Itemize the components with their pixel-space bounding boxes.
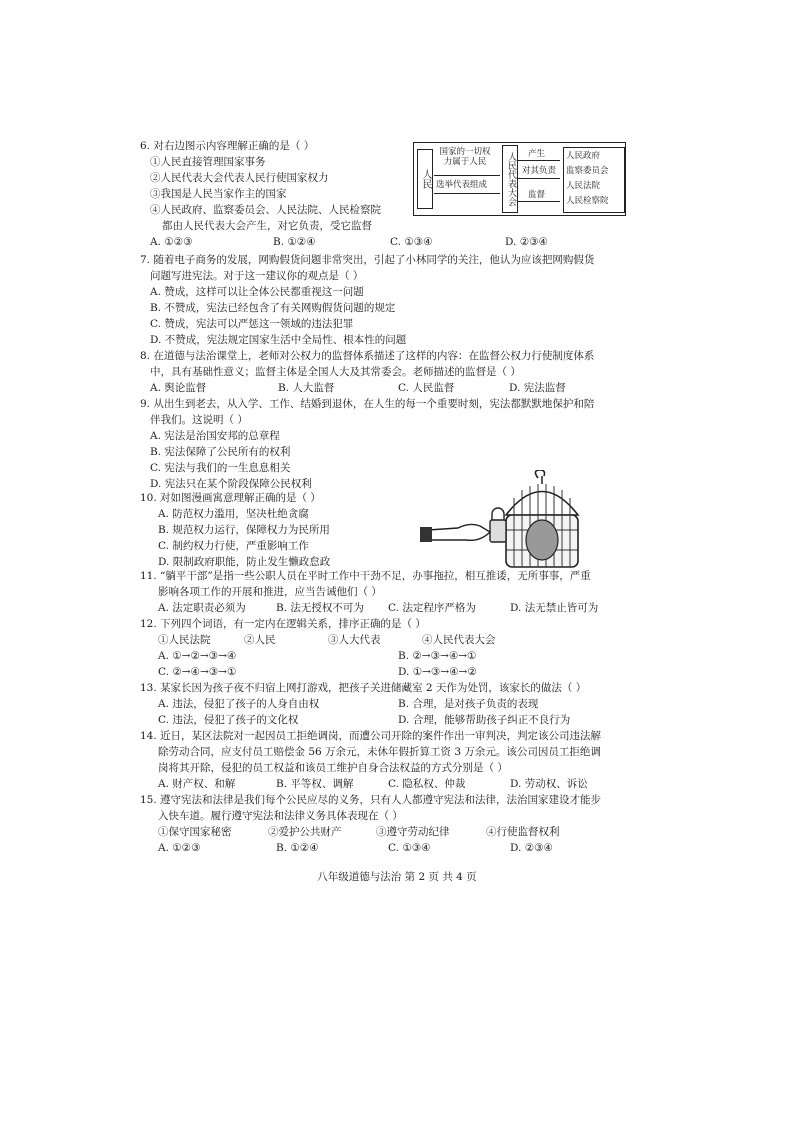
- q6-item-1: ①人民直接管理国家事务: [150, 156, 266, 168]
- diagram-supervise-arrow: [518, 201, 560, 202]
- q12-option-a: A. ①→②→③→④: [158, 650, 237, 662]
- q11-option-d: D. 法无禁止皆可为: [510, 602, 599, 614]
- q15-option-a: A. ①②③: [158, 842, 201, 854]
- diagram-arrow-bottom: [434, 193, 500, 194]
- q9-line-2: 伴我们。这说明（ ）: [150, 414, 248, 426]
- diagram-organ-4: 人民检察院: [566, 196, 609, 206]
- question-7: [140, 252, 594, 348]
- q8-options: [140, 380, 594, 396]
- q12-item-4: ④人民代表大会: [422, 634, 496, 646]
- q11-options: [140, 600, 598, 616]
- q10-option-c: C. 制约权力行使，严重影响工作: [158, 540, 309, 552]
- q10-option-d: D. 限制政府职能，防止发生懒政怠政: [158, 556, 331, 568]
- q15-item-3: ③遵守劳动纪律: [376, 826, 450, 838]
- q6-option-b: B. ①②④: [273, 236, 316, 248]
- q12-options-row-1: [140, 648, 638, 664]
- q8-option-c: C. 人民监督: [398, 382, 455, 394]
- question-11: [140, 568, 598, 616]
- q14-option-b: B. 平等权、调解: [276, 778, 354, 790]
- q14-line-1: 14. 近日，某区法院对一起因员工拒绝调岗，而遭公司开除的案件作出一审判决，判定该公司违法解: [140, 730, 602, 742]
- q6-item-4: ④人民政府、监察委员会、人民法院、人民检察院: [150, 204, 381, 216]
- q11-line-2: 影响各项工作的开展和推进，应当告诫他们（ ）: [158, 586, 382, 598]
- q12-stem: 12. 下列四个词语，有一定内在逻辑关系，排序正确的是（ ）: [140, 618, 426, 630]
- diagram-produce-text: 产生: [528, 149, 546, 159]
- q8-option-b: B. 人大监督: [278, 382, 335, 394]
- q13-option-b: B. 合理，是对孩子负责的表现: [398, 698, 539, 710]
- q14-line-2: 除劳动合同，应支付员工赔偿金 56 万余元，未休年假折算工资 3 万余元。该公司因员工拒绝调: [158, 746, 601, 758]
- q14-line-3: 岗将其开除，侵犯的员工权益和该员工维护自身合法权益的方式分别是（ ）: [158, 762, 508, 774]
- q10-stem: 10. 对如图漫画寓意理解正确的是（ ）: [140, 492, 321, 504]
- q8-option-d: D. 宪法监督: [509, 382, 566, 394]
- diagram-responsible-arrow: [518, 178, 560, 179]
- q11-option-a: A. 法定职责必须为: [158, 602, 246, 614]
- q13-options-row-2: [140, 712, 638, 728]
- q15-line-2: 入快车道。履行遵守宪法和法律义务具体表现在（ ）: [158, 810, 403, 822]
- q10-option-a: A. 防范权力滥用，坚决杜绝贪腐: [158, 508, 309, 520]
- q6-diagram: [413, 142, 626, 216]
- q15-option-b: B. ①②④: [276, 842, 319, 854]
- q9-option-c: C. 宪法与我们的一生息息相关: [150, 462, 291, 474]
- q12-options-row-2: [140, 664, 638, 680]
- q6-item-4-cont: 都由人民代表大会产生，对它负责，受它监督: [162, 220, 372, 232]
- q15-option-c: C. ①③④: [388, 842, 431, 854]
- q6-stem: 6. 对右边图示内容理解正确的是（ ）: [140, 140, 315, 152]
- q15-options: [140, 840, 601, 856]
- diagram-organ-3: 人民法院: [566, 181, 601, 191]
- page-footer: 八年级道德与法治 第 2 页 共 4 页: [317, 871, 477, 883]
- q9-option-a: A. 宪法是治国安邦的总章程: [150, 430, 280, 442]
- q9-option-b: B. 宪法保障了公民所有的权利: [150, 446, 291, 458]
- q12-items: [140, 632, 638, 648]
- q14-option-c: C. 隐私权、仲裁: [388, 778, 466, 790]
- diagram-responsible-text: 对其负责: [522, 166, 557, 176]
- diagram-organ-1: 人民政府: [566, 151, 601, 161]
- diagram-people-box: 人民: [417, 149, 433, 209]
- q13-stem: 13. 某家长因为孩子夜不归宿上网打游戏，把孩子关进储藏室 2 天作为处罚，该家长的做法（ ）: [140, 682, 587, 694]
- q13-options-row-1: [140, 696, 638, 712]
- diagram-produce-arrow: [518, 160, 560, 161]
- diagram-arrow-top: [434, 175, 500, 176]
- q8-line-2: 中，具有基础性意义；监督主体是全国人大及其常委会。老师描述的监督是（ ）: [150, 366, 521, 378]
- q14-option-a: A. 财产权、和解: [158, 778, 236, 790]
- q10-cartoon-cage-illustration: [418, 470, 593, 575]
- diagram-organs-box: [563, 147, 625, 213]
- q12-option-d: D. ①→③→④→②: [398, 666, 477, 678]
- q12-item-1: ①人民法院: [158, 634, 211, 646]
- question-12: [140, 616, 638, 680]
- q6-options: [140, 234, 548, 250]
- q11-line-1: 11. “躺平干部”是指一些公职人员在平时工作中干劲不足，办事拖拉，相互推诿，无所事事，严重: [140, 570, 591, 582]
- q15-item-1: ①保守国家秘密: [158, 826, 232, 838]
- q8-option-a: A. 舆论监督: [150, 382, 207, 394]
- q12-option-b: B. ②→③→④→①: [398, 650, 477, 662]
- q12-item-3: ③人大代表: [328, 634, 381, 646]
- q6-item-3: ③我国是人民当家作主的国家: [150, 188, 287, 200]
- q14-options: [140, 776, 601, 792]
- q7-option-c: C. 赞成，宪法可以严惩这一领域的违法犯罪: [150, 318, 354, 330]
- q6-option-a: A. ①②③: [150, 236, 193, 248]
- q12-item-2: ②人民: [244, 634, 276, 646]
- q8-line-1: 8. 在道德与法治课堂上，老师对公权力的监督体系描述了这样的内容：在监督公权力行使制度体系: [140, 350, 595, 362]
- q6-option-d: D. ②③④: [505, 236, 548, 248]
- diagram-supervise-text: 监督: [528, 190, 546, 200]
- q15-line-1: 15. 遵守宪法和法律是我们每个公民应尽的义务，只有人人都遵守宪法和法律，法治国家建设才能步: [140, 794, 602, 806]
- q13-option-a: A. 违法，侵犯了孩子的人身自由权: [158, 698, 320, 710]
- q10-option-b: B. 规范权力运行，保障权力为民所用: [158, 524, 330, 536]
- q7-option-b: B. 不赞成，宪法已经包含了有关网购假货问题的规定: [150, 302, 396, 314]
- q7-option-d: D. 不赞成，宪法规定国家生活中全局性、根本性的问题: [150, 334, 407, 346]
- q9-line-1: 9. 从出生到老去，从入学、工作、结婚到退休，在人生的每一个重要时刻，宪法都默默地保护和陪: [140, 398, 595, 410]
- diagram-elect-text: 选举代表组成: [436, 180, 488, 190]
- diagram-congress-box: 人民代表大会: [502, 145, 518, 213]
- q14-option-d: D. 劳动权、诉讼: [510, 778, 588, 790]
- q11-option-b: B. 法无授权不可为: [276, 602, 364, 614]
- q11-option-c: C. 法定程序严格为: [388, 602, 476, 614]
- q12-option-c: C. ②→④→③→①: [158, 666, 237, 678]
- diagram-power-text: 国家的一切权力属于人民: [439, 147, 491, 167]
- q15-item-2: ②爱护公共财产: [268, 826, 342, 838]
- question-8: [140, 348, 594, 396]
- question-10: [140, 490, 330, 570]
- q7-line-1: 7. 随着电子商务的发展，网购假货问题非常突出，引起了小林同学的关注，他认为应该把网购假货: [140, 254, 595, 266]
- q6-option-c: C. ①③④: [390, 236, 433, 248]
- q13-option-c: C. 违法，侵犯了孩子的文化权: [158, 714, 299, 726]
- diagram-organ-2: 监察委员会: [566, 166, 609, 176]
- q15-items: [140, 824, 601, 840]
- question-15: [140, 792, 601, 856]
- question-14: [140, 728, 601, 792]
- q7-option-a: A. 赞成，这样可以让全体公民都重视这一问题: [150, 286, 364, 298]
- q15-item-4: ④行使监督权利: [486, 826, 560, 838]
- q13-option-d: D. 合理，能够帮助孩子纠正不良行为: [398, 714, 571, 726]
- q6-item-2: ②人民代表大会代表人民行使国家权力: [150, 172, 329, 184]
- q9-option-d: D. 宪法只在某个阶段保障公民权利: [150, 478, 312, 490]
- q7-line-2: 问题写进宪法。对于这一建议你的观点是（ ）: [150, 270, 364, 282]
- q15-option-d: D. ②③④: [510, 842, 553, 854]
- question-13: [140, 680, 638, 728]
